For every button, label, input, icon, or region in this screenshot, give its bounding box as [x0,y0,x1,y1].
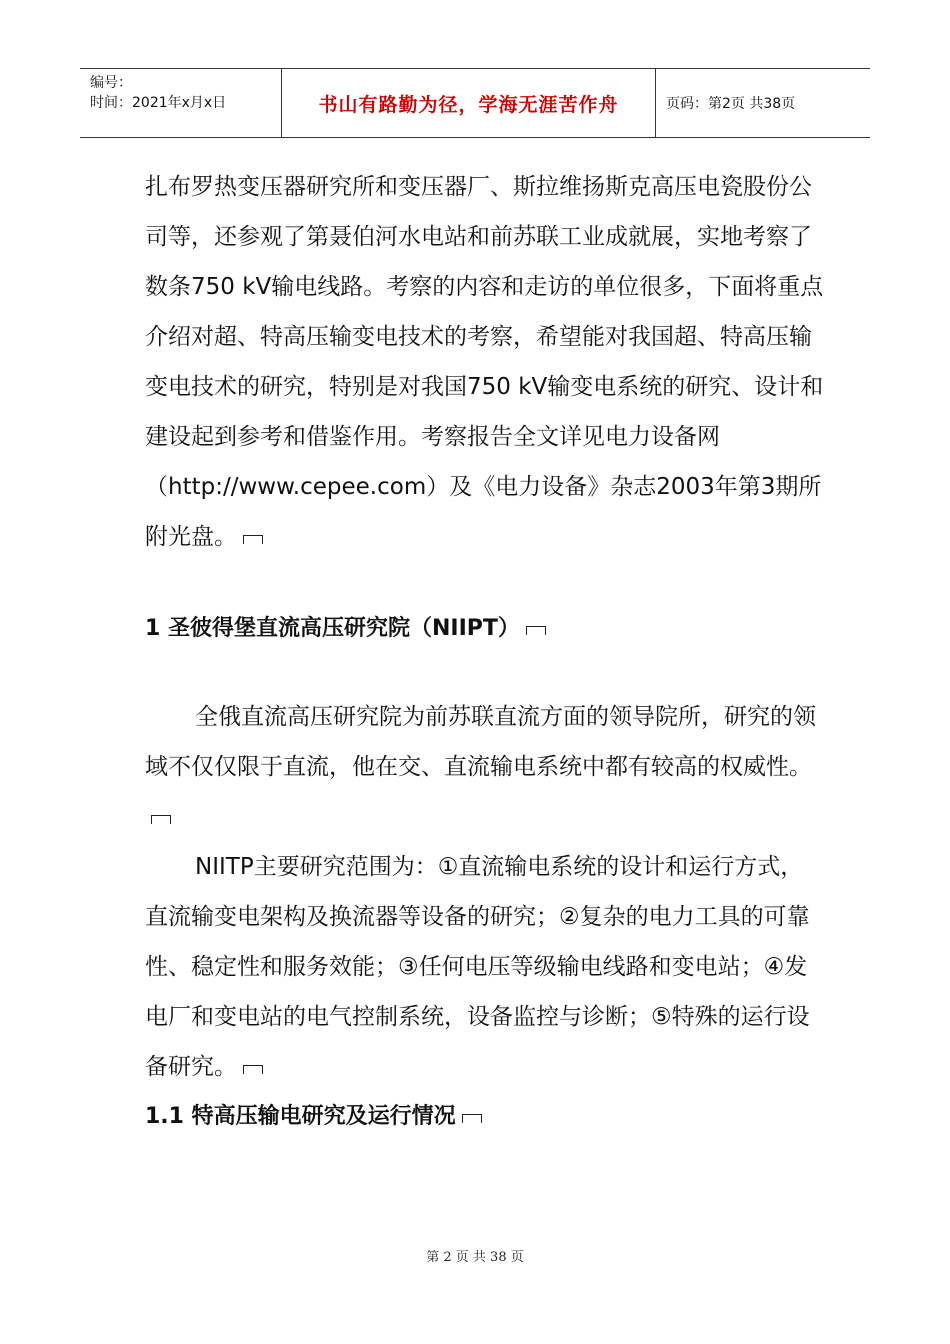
header-page-info: 页码：第2页 共38页 [666,96,796,112]
section1-heading: 1 圣彼得堡直流高压研究院（NIIPT） [145,604,825,654]
paragraph-mark-icon [462,1114,482,1123]
document-body [145,162,825,1142]
intro-paragraph: 扎布罗热变压器研究所和变压器厂、斯拉维扬斯克高压电瓷股份公司等，还参观了第聂伯河水电站和前苏联工业成就展，实地考察了数条750 kV输电线路。考察的内容和走访的单位很多，下面将重点介绍对超、特高压输变电技术的考察，希望能对我国超、特高压输变电技术的研究，特别是对我国750 kV输变电系统的研究、设计和建设起到参考和借鉴作用。考察报告全文详见电力设备网（http://www.cepee.com）及《电力设备》杂志2003年第3期所附光盘。 [145,174,824,550]
paragraph-mark-icon [243,1065,263,1074]
page-header [80,68,870,138]
paragraph-mark-icon [526,626,546,635]
paragraph-mark-icon [243,535,263,544]
header-meta [80,69,282,137]
page-footer: 第 2 页 共 38 页 [426,1250,524,1265]
section11-heading: 1.1 特高压输电研究及运行情况 [145,1092,825,1142]
time-label: 时间：2021年x月x日 [90,95,227,111]
section1-paragraph-1: 全俄直流高压研究院为前苏联直流方面的领导院所，研究的领域不仅仅限于直流，他在交、直流输电系统中都有较高的权威性。 [145,692,825,842]
section1-paragraph-2: NIITP主要研究范围为：①直流输电系统的设计和运行方式，直流输变电架构及换流器等设备的研究；②复杂的电力工具的可靠性、稳定性和服务效能；③任何电压等级输电线路和变电站；④发电厂和变电站的电气控制系统，设备监控与诊断；⑤特殊的运行设备研究。 [145,854,810,1080]
paragraph-mark-icon [151,815,171,824]
motto: 书山有路勤为径，学海无涯苦作舟 [318,93,619,116]
header-motto-cell [282,69,656,137]
number-label: 编号： [90,75,132,91]
